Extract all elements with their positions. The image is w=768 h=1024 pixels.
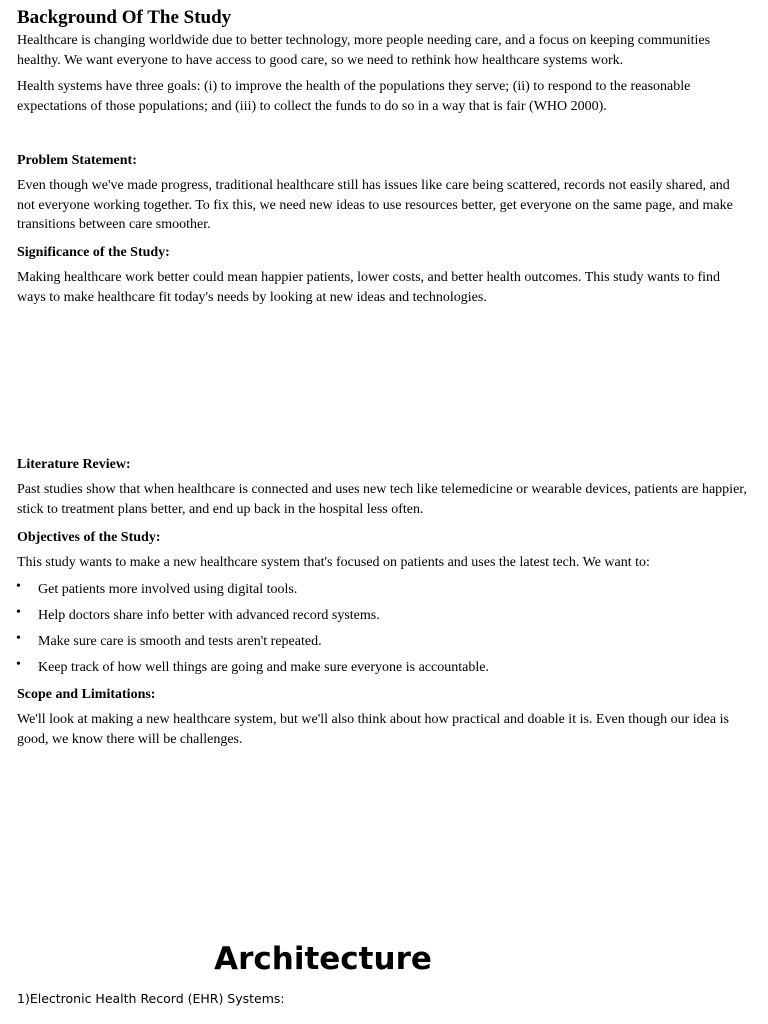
ehr-systems-heading: 1)Electronic Health Record (EHR) Systems: [17,991,285,1006]
bullet-icon: • [16,579,21,594]
problem-statement-text: Even though we've made progress, traditional healthcare still has issues like care being scattered, records not easily shared, and not everyone working together. To fix this, we need new ideas to use resources better, get everyone on the same page, and make transitions between care smoother. [17,178,733,233]
objective-text: Get patients more involved using digital tools. [38,582,298,597]
cut-off-text-line [17,1016,617,1024]
objectives-heading: Objectives of the Study: [17,530,161,545]
bullet-icon: • [16,605,21,620]
background-paragraph-1: Healthcare is changing worldwide due to better technology, more people needing care, and a focus on keeping communities healthy. We want everyone to have access to good care, so we need to rethink how healthcare systems work. [17,33,711,68]
architecture-heading: Architecture [214,941,432,977]
objective-text: Help doctors share info better with advanced record systems. [38,608,380,623]
scope-heading: Scope and Limitations: [17,687,156,702]
problem-statement-heading: Problem Statement: [17,153,137,168]
objective-text: Make sure care is smooth and tests aren't repeated. [38,634,322,649]
literature-review-heading: Literature Review: [17,457,131,472]
literature-review-text: Past studies show that when healthcare is connected and uses new tech like telemedicine or wearable devices, patients are happier, stick to treatment plans better, and end up back in the hospital less often. [17,482,747,517]
scope-text: We'll look at making a new healthcare system, but we'll also think about how practical and doable it is. Even though our idea is good, we know there will be challenges. [17,712,729,747]
significance-heading: Significance of the Study: [17,245,170,260]
objective-text: Keep track of how well things are going and make sure everyone is accountable. [38,660,489,675]
bullet-icon: • [16,631,21,646]
significance-text: Making healthcare work better could mean happier patients, lower costs, and better health outcomes. This study wants to find ways to make healthcare fit today's needs by looking at new ideas and technologies. [17,270,721,305]
background-paragraph-2: Health systems have three goals: (i) to improve the health of the populations they serve; (ii) to respond to the reasonable expectations of those populations; and (iii) to collect the funds to do so in a way that is fair (WHO 2000). [17,79,691,114]
bullet-icon: • [16,657,21,672]
section-title-background: Background Of The Study [17,7,232,28]
objectives-intro: This study wants to make a new healthcare system that's focused on patients and uses the latest tech. We want to: [17,555,650,570]
